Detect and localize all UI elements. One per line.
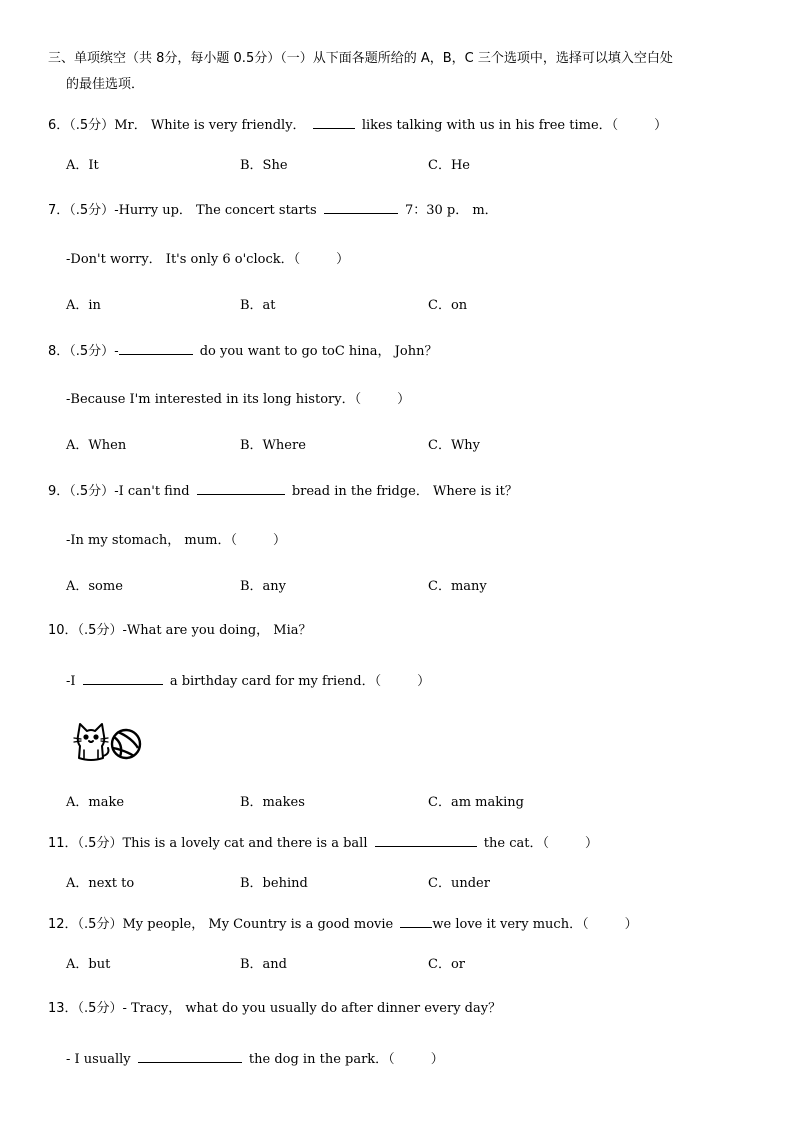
question-13-response	[66, 1050, 444, 1069]
option-b[interactable]: B．any	[240, 579, 287, 594]
question-text: -Because I'm interested in its long history．（	[66, 392, 362, 407]
ball-icon	[112, 730, 140, 758]
question-number: 6．（.5分）	[48, 118, 115, 133]
question-number: 9．（.5分）	[48, 484, 115, 499]
question-number: 8．（.5分）	[48, 344, 115, 359]
answer-blank[interactable]	[375, 834, 477, 847]
option-a[interactable]: A．some	[66, 579, 123, 594]
paren-close: ）	[584, 836, 598, 851]
paren-close: ）	[654, 118, 668, 133]
question-7-response	[66, 251, 349, 269]
option-b[interactable]: B．She	[240, 158, 288, 173]
question-text: - Tracy， what do you usually do after dinner every day？	[122, 1001, 502, 1016]
option-c[interactable]: C．Why	[428, 438, 481, 453]
answer-blank[interactable]	[138, 1050, 242, 1063]
option-c[interactable]: C．am making	[428, 795, 524, 810]
option-a[interactable]: A．make	[66, 795, 125, 810]
cat-icon	[74, 724, 108, 760]
question-9	[48, 482, 518, 501]
question-number: 10．（.5分）	[48, 623, 123, 638]
question-10	[48, 622, 312, 640]
option-b[interactable]: B．behind	[240, 876, 308, 891]
question-number: 11．（.5分）	[48, 836, 123, 851]
answer-blank[interactable]	[197, 482, 285, 495]
option-b[interactable]: B．at	[240, 298, 276, 313]
option-c[interactable]: C．He	[428, 158, 470, 173]
question-7	[48, 201, 498, 220]
question-text: -What are you doing， Mia？	[122, 623, 312, 638]
question-text: -Don't worry． It's only 6 o'clock．（	[66, 252, 301, 267]
option-a[interactable]: A．but	[66, 957, 111, 972]
question-9-response	[66, 532, 286, 550]
paren-close: ）	[272, 533, 286, 548]
answer-blank[interactable]	[313, 116, 355, 129]
answer-blank[interactable]	[324, 201, 398, 214]
question-12	[48, 915, 638, 934]
section-heading-line1: 三、单项缤空（共 8分，每小题 0.5分）（一）从下面各题所给的 A，B，C 三个选项中，选择可以填入空白处	[48, 51, 673, 66]
question-text: -In my stomach， mum．（	[66, 533, 237, 548]
question-8	[48, 342, 437, 361]
answer-blank[interactable]	[400, 915, 432, 928]
option-a[interactable]: A．in	[66, 298, 101, 313]
option-c[interactable]: C．under	[428, 876, 490, 891]
question-10-response	[66, 672, 430, 691]
question-text: This is a lovely cat and there is a ball	[122, 836, 368, 851]
question-13	[48, 1000, 501, 1018]
answer-blank[interactable]	[119, 342, 193, 355]
option-c[interactable]: C．or	[428, 957, 465, 972]
question-number: 7．（.5分）	[48, 203, 115, 218]
answer-blank[interactable]	[83, 672, 163, 685]
option-a[interactable]: A．When	[66, 438, 127, 453]
question-text: -I can't find	[114, 484, 190, 499]
option-b[interactable]: B．makes	[240, 795, 305, 810]
question-text: - I usually	[66, 1052, 131, 1067]
option-b[interactable]: B．and	[240, 957, 287, 972]
question-text: 7：30 p． m．	[404, 203, 498, 218]
paren-close: ）	[417, 674, 431, 689]
question-text: -Hurry up． The concert starts	[114, 203, 317, 218]
question-text: Mr． White is very friendly．	[114, 118, 306, 133]
question-text: My people， My Country is a good movie	[122, 917, 394, 932]
option-b[interactable]: B．Where	[240, 438, 306, 453]
question-text: -	[114, 344, 119, 359]
question-text: do you want to go toC hina， John？	[199, 344, 438, 359]
option-a[interactable]: A．It	[66, 158, 99, 173]
option-a[interactable]: A．next to	[66, 876, 135, 891]
cat-and-ball-picture	[72, 720, 142, 764]
question-8-response	[66, 391, 410, 409]
option-c[interactable]: C．many	[428, 579, 487, 594]
paren-close: ）	[624, 917, 638, 932]
question-text: a birthday card for my friend．（	[169, 674, 382, 689]
question-number: 13．（.5分）	[48, 1001, 123, 1016]
question-number: 12．（.5分）	[48, 917, 123, 932]
option-c[interactable]: C．on	[428, 298, 468, 313]
question-text: -I	[66, 674, 76, 689]
paren-close: ）	[336, 252, 350, 267]
question-text: we love it very much．（	[432, 917, 589, 932]
question-11	[48, 834, 598, 853]
question-6	[48, 116, 667, 135]
paren-close: ）	[430, 1052, 444, 1067]
question-text: the dog in the park．（	[248, 1052, 395, 1067]
question-text: likes talking with us in his free time．（	[361, 118, 619, 133]
section-heading	[48, 46, 748, 98]
paren-close: ）	[397, 392, 411, 407]
question-text: the cat．（	[483, 836, 549, 851]
question-text: bread in the fridge． Where is it？	[291, 484, 518, 499]
section-heading-line2: 的最佳选项．	[66, 77, 145, 92]
